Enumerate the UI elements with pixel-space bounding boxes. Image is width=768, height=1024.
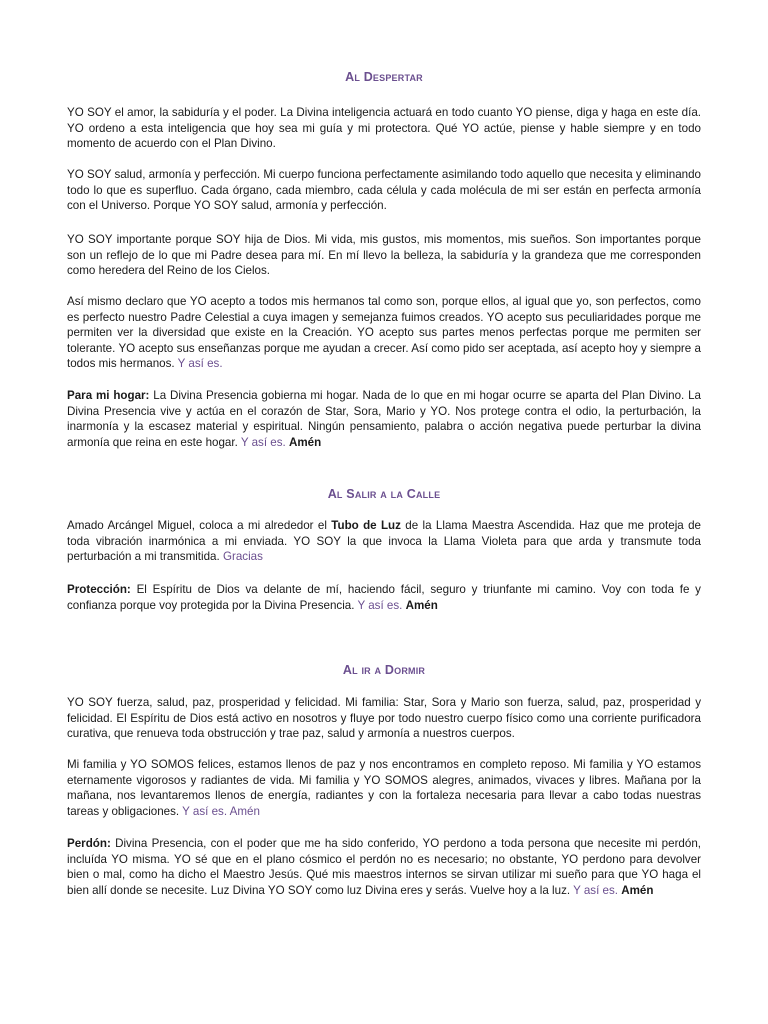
amen: Amén	[288, 435, 322, 449]
paragraph-text: Mi familia y YO SOMOS felices, estamos llenos de paz y nos encontramos en completo reposo. Mi familia y YO estamos eternamente vigorosos y radiantes de vida. Mi familia y YO SOMOS alegres, animados, vivaces y libres. Mañana por la mañana, nos levantaremos llenos de energía, radiantes y con la fortaleza necesaria para llevar a cabo todas nuestras tareas y obligaciones.	[67, 758, 701, 818]
paragraph-familia	[67, 757, 701, 819]
paragraph-label: Perdón:	[67, 837, 111, 850]
paragraph-text: Amado Arcángel Miguel, coloca a mi alrededor el	[67, 519, 327, 532]
closing-phrase: Y así es.	[240, 435, 286, 449]
paragraph: YO SOY el amor, la sabiduría y el poder. La Divina inteligencia actuará en todo cuanto YO piense, diga y haga en este día. YO ordeno a esta inteligencia que hoy sea mi guía y mi protectora. Qué YO actúe, piense y hable siempre y en todo momento de acuerdo con el Plan Divino.	[67, 106, 701, 151]
paragraph: YO SOY fuerza, salud, paz, prosperidad y felicidad. Mi familia: Star, Sora y Mario son fuerza, salud, paz, prosperidad y felicidad. El Espíritu de Dios está activo en nosotros y fluye por todo nuestro cuerpo físico como una corriente purificadora curativa, que renueva toda obstrucción y trae paz, salud y armonía a nuestros cuerpos.	[67, 696, 701, 741]
amen: Amén	[405, 598, 438, 612]
closing-phrase: Y así es.	[357, 598, 403, 612]
paragraph: YO SOY salud, armonía y perfección. Mi cuerpo funciona perfectamente asimilando todo aquello que necesita y eliminando todo lo que es superfluo. Cada órgano, cada miembro, cada célula y cada molécula de mi ser están en perfecta armonía con el Universo. Porque YO SOY salud, armonía y perfección.	[67, 168, 701, 213]
paragraph-text: Divina Presencia, con el poder que me ha sido conferido, YO perdono a toda persona que necesite mi perdón, incluída YO misma. YO sé que en el plano cósmico el perdón no es necesario; no obstante, YO perdono para devolver bien o mal, como ha dicho el Maestro Jesús. Qué mis maestros internos se sirvan utilizar mi sueño para que YO haga el bien allí donde se necesite. Luz Divina YO SOY como luz Divina eres y serás. Vuelve hoy a la luz.	[67, 837, 701, 897]
amen: Amén	[621, 883, 654, 897]
paragraph	[67, 294, 701, 372]
amen: Amén	[229, 804, 260, 818]
paragraph-text: de la Llama Maestra Ascendida. Haz que me proteja de toda vibración inarmónica a mi enviada. YO SOY la que invoca la Llama Violeta para que arda y transmute toda perturbación a mi transmitida.	[67, 519, 701, 564]
closing-phrase: Gracias	[222, 550, 263, 564]
paragraph-proteccion	[67, 582, 701, 613]
section-title-al-ir-a-dormir: Al ir a Dormir	[342, 663, 426, 677]
paragraph-hogar	[67, 388, 701, 450]
paragraph-miguel	[67, 518, 701, 565]
paragraph-perdon	[67, 836, 701, 898]
section-title-al-salir: Al Salir a la Calle	[327, 487, 441, 501]
closing-phrase: Y así es.	[177, 357, 223, 371]
paragraph: YO SOY importante porque SOY hija de Dios. Mi vida, mis gustos, mis momentos, mis sueños. Son importantes porque son un reflejo de lo que mi Padre desea para mí. En mí llevo la belleza, la sabiduría y la grandeza que me corresponden como heredera del Reino de los Cielos.	[67, 233, 701, 278]
paragraph-emphasis: Tubo de Luz	[331, 519, 401, 532]
paragraph-label: Protección:	[67, 583, 131, 596]
paragraph-text: La Divina Presencia gobierna mi hogar. Nada de lo que en mi hogar ocurre se aparta del Plan Divino. La Divina Presencia vive y actúa en el corazón de Star, Sora, Mario y YO. Nos protege contra el odio, la perturbación, la inarmonía y la escasez material y espiritual. Ningún pensamiento, palabra o acción negativa puede perturbar la divina armonía que reina en este hogar.	[67, 389, 701, 449]
closing-phrase: Y así es.	[182, 804, 228, 818]
paragraph-text: Así mismo declaro que YO acepto a todos mis hermanos tal como son, porque ellos, al igual que yo, son perfectos, como es perfecto nuestro Padre Celestial a cuya imagen y semejanza fuimos creados. YO acepto sus peculiaridades porque me permiten ver la diversidad que existe en la Creación. YO acepto sus partes menos perfectas porque me permiten ser tolerante. YO acepto sus enseñanzas porque me ayudan a crecer. Así como pido ser aceptada, así acepto hoy y siempre a todos mis hermanos.	[67, 295, 701, 371]
section-title-al-despertar: Al Despertar	[345, 70, 423, 84]
paragraph-text: El Espíritu de Dios va delante de mí, haciendo fácil, seguro y triunfante mi camino. Voy con toda fe y confianza porque voy protegida por la Divina Presencia.	[67, 583, 701, 612]
paragraph-label: Para mi hogar:	[67, 389, 150, 402]
closing-phrase: Y así es.	[573, 883, 619, 897]
